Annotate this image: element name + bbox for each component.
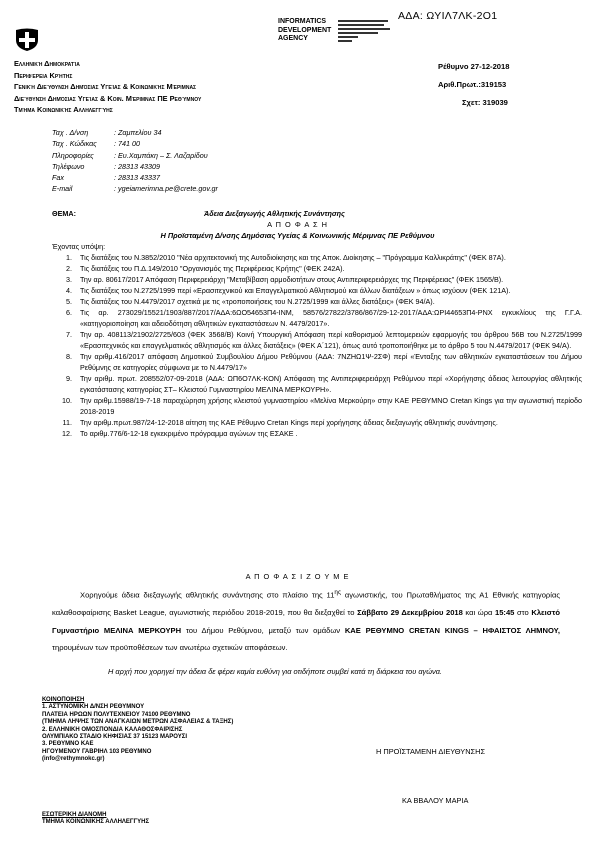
- ida-logo: [278, 18, 408, 56]
- document-date: Ρέθυμνο 27-12-2018: [438, 62, 510, 71]
- notification-line: (ΤΜΗΜΑ ΛΗΨΗΣ ΤΩΝ ΑΝΑΓΚΑΙΩΝ ΜΕΤΡΩΝ ΑΣΦΑΛΕΙΑΣ & ΤΑΞΗΣ): [42, 719, 234, 726]
- header-line: Διεύθυνση Δημόσιας Υγείας & Κοιν. Μέριμνας ΠΕ Ρεθύμνου: [14, 93, 202, 103]
- header-line: Περιφέρεια Κρήτης: [14, 70, 73, 80]
- list-item: 12. Το αριθμ.776/6-12-18 εγκεκριμένο πρόγραμμα αγώνων της ΕΣΑΚΕ .: [74, 428, 582, 439]
- logo-text: INFORMATICS DEVELOPMENT AGENCY: [278, 18, 332, 42]
- liability-note: Η αρχή που χορηγεί την άδεια δε φέρει καμία ευθύνη για οτιδήποτε συμβεί κατά τη διάρκεια του αγώνα.: [108, 667, 442, 676]
- decision-heading: Α Π Ο Φ Α Σ Η: [267, 220, 328, 229]
- match-time: 15:45: [494, 608, 515, 618]
- internal-distribution-title: ΕΣΩΤΕΡΙΚΗ ΔΙΑΝΟΜΗ: [42, 812, 107, 818]
- match-teams: ΚΑΕ ΡΕΘΥΜΝΟ CRETAN KINGS – ΗΦΑΙΣΤΟΣ ΛΗΜΝΟΥ,: [344, 625, 560, 635]
- list-item: 8. Την αριθμ.416/2017 απόφαση Δημοτικού Συμβουλίου Δήμου Ρεθύμνου (ΑΔΑ: 7ΝΖΗΩ1Ψ-2ΣΦ) περί «Ένταξης των αθλητικών εγκαταστάσεων του Δήμου Ρεθύμνης σε κατηγορίες σύμφωνα με το Ν.4479/17»: [74, 351, 582, 373]
- notification-line: 1. ΑΣΤΥΝΟΜΙΚΗ Δ/ΝΣΗ ΡΕΘΥΜΝΟΥ: [42, 704, 145, 711]
- match-venue: Κλειστό Γυμναστήριο ΜΕΛΙΝΑ ΜΕΡΚΟΥΡΗ: [52, 608, 560, 635]
- issuing-authority: Η Προϊσταμένη Δ/νσης Δημόσιας Υγείας & Κοινωνικής Μέριμνας ΠΕ Ρεθύμνου: [160, 231, 435, 240]
- notification-line: ΗΓΟΥΜΕΝΟΥ ΓΑΒΡΙΗΛ 103 ΡΕΘΥΜΝΟ: [42, 748, 152, 755]
- we-decide-heading: Α Π Ο Φ Α Σ Ι Ζ Ο Υ Μ Ε: [245, 572, 350, 581]
- related-number: Σχετ: 319039: [462, 98, 508, 107]
- list-item: 4. Τις διατάξεις του Ν.2725/1999 περί «Ερασιτεχνικού και Επαγγελματικού Αθλητισμού και άλλων διατάξεων » όπως ισχύουν (ΦΕΚ 121Α).: [74, 285, 582, 296]
- list-item: 3. Την αρ. 80617/2017 Απόφαση Περιφερειάρχη "Μεταβίβαση αρμοδιοτήτων στους Αντιπεριφερειάρχες της Περιφέρειας" (ΦΕΚ 1565/Β).: [74, 274, 582, 285]
- internal-distribution: [42, 812, 149, 827]
- notification-line: 2. ΕΛΛΗΝΙΚΗ ΟΜΟΣΠΟΝΔΙΑ ΚΑΛΑΘΟΣΦΑΙΡΙΣΗΣ: [42, 726, 183, 733]
- greek-emblem-icon: [14, 28, 40, 52]
- contact-row: Πληροφορίες : Ευ.Χαμπάκη – Σ. Λαζαρίδου: [52, 150, 208, 160]
- contact-row: Τηλέφωνο : 28313 43309: [52, 161, 160, 171]
- internal-distribution-line: ΤΜΗΜΑ ΚΟΙΝΩΝΙΚΗΣ ΑΛΛΗΛΕΓΓΥΗΣ: [42, 819, 150, 826]
- contact-block: [52, 127, 218, 195]
- contact-row: Ταχ . Κώδικας : 741 00: [52, 139, 140, 149]
- notification-line: 3. ΡΕΘΥΜΝΟ ΚΑΕ: [42, 741, 94, 748]
- decision-body: Χορηγούμε άδεια διεξαγωγής αθλητικής συνάντησης στο πλαίσιο της $11^{\eta\varsigma}$ αγωνιστικής, του Πρωταθλήματος της Α1 Εθνικής κατηγορίας καλαθοσφαίρισης Basket League, αγωνιστικής περιόδου 2018-2019, που θα διεξαχθεί το Σάββατο 29 Δεκεμβρίου 2018 και ώρα 15:45 στο Κλειστό Γυμναστήριο ΜΕΛΙΝΑ ΜΕΡΚΟΥΡΗ του Δήμου Ρεθύμνου, μεταξύ των ομάδων ΚΑΕ ΡΕΘΥΜΝΟ CRETAN KINGS – ΗΦΑΙΣΤΟΣ ΛΗΜΝΟΥ, τηρουμένων των προϋποθέσεων των ανωτέρω σχετικών αποφάσεων.: [52, 589, 560, 653]
- document-meta: [438, 58, 509, 112]
- subject-text: Άδεια Διεξαγωγής Αθλητικής Συνάντησης: [204, 209, 345, 218]
- notification-line: (info@rethymnokc.gr): [42, 756, 105, 763]
- list-item: 7. Την αρ. 408113/21902/2725/603 (ΦΕΚ 3568/Β) Κοινή Υπουργική Απόφαση περί καθορισμού λεπτομερειών εφαρμογής του άρθρου 56Β του Ν.2725/1999 «Ερασιτεχνικός και επαγγελματικός αθλητισμός και άλλες διατάξεις» (ΦΕΚ Α΄121), όπως αυτό τροποποιήθηκε με το άρθρο 5 του Ν.4479/2017 (ΦΕΚ 94/Α).: [74, 329, 582, 351]
- notification-line: ΟΛΥΜΠΙΑΚΟ ΣΤΑΔΙΟ ΚΗΦΙΣΙΑΣ 37 15123 ΜΑΡΟΥΣΙ: [42, 734, 188, 741]
- list-item: 11. Την αριθμ.πρωτ.987/24-12-2018 αίτηση της ΚΑΕ Ρέθυμνο Cretan Kings περί χορήγησης άδειας διεξαγωγής αθλητικής συνάντησης.: [74, 417, 582, 428]
- list-item: 2. Τις διατάξεις του Π.Δ.149/2010 "Οργανισμός της Περιφέρειας Κρήτης" (ΦΕΚ 242Α).: [74, 263, 582, 274]
- signer-name: ΚΑ ΒΒΑΛΟΥ ΜΑΡΙΑ: [402, 796, 469, 805]
- list-item: 10. Την αριθμ.15988/19-7-18 παραχώρηση χρήσης κλειστού γυμναστηρίου «Μελίνα Μερκούρη» στην ΚΑΕ ΡΕΘΥΜΝΟ Cretan Kings για την αγωνιστική περίοδο 2018-2019: [74, 395, 582, 417]
- subject-label: ΘΕΜΑ:: [52, 209, 76, 218]
- list-item: 5. Τις διατάξεις του Ν.4479/2017 σχετικά με τις «τροποποιήσεις του Ν.2725/1999 και άλλες διατάξεις» (ΦΕΚ 94/Α).: [74, 296, 582, 307]
- contact-row: Ταχ . Δ/νση : Ζαμπελίου 34: [52, 128, 162, 137]
- header-line: Γενική Διεύθυνση Δημόσιας Υγείας & Κοινωνικής Μέριμνας: [14, 82, 197, 91]
- contact-row: E-mail : ygeiamerimna.pe@crete.gov.gr: [52, 184, 218, 194]
- protocol-number: Αριθ.Πρωτ.:319153: [438, 80, 507, 89]
- considering-label: Έχοντας υπόψη:: [52, 242, 106, 251]
- director-title: Η ΠΡΟΪΣΤΑΜΕΝΗ ΔΙΕΥΘΥΝΣΗΣ: [376, 747, 486, 756]
- list-item: 1. Τις διατάξεις του Ν.3852/2010 "Νέα αρχιτεκτονική της Αυτοδιοίκησης και της Αποκ. Διοίκησης – "Πρόγραμμα Καλλικράτης" (ΦΕΚ 87Α).: [74, 252, 582, 263]
- header-line: Ελληνική Δημοκρατία: [14, 59, 80, 68]
- contact-row: Fax : 28313 43337: [52, 173, 160, 183]
- logo-decoration: [338, 20, 394, 44]
- list-item: 9. Την αριθμ. πρωτ. 208552/07-09-2018 (ΑΔΑ: ΩΠ6Ο7ΛΚ-ΚΟΝ) Απόφαση της Αντιπεριφερειάρχη Ρεθύμνου περί «Χορήγησης άδειας λειτουργίας αθλητικής εγκατάστασης κατηγορίας ΣΤ– Κλειστού Γυμναστηρίου ΜΕΛΙΝΑ ΜΕΡΚΟΥΡΗ».: [74, 373, 582, 395]
- considerations-list: [52, 252, 582, 439]
- notification-line: ΠΛΑΤΕΙΑ ΗΡΩΩΝ ΠΟΛΥΤΕΧΝΕΙΟΥ 74100 ΡΕΘΥΜΝΟ: [42, 711, 191, 718]
- issuer-header: [14, 58, 201, 116]
- header-line: Τμήμα Κοινωνικής Αλληλεγγύης: [14, 105, 113, 114]
- notification-list: [42, 697, 233, 764]
- ada-code: ΑΔΑ: ΩΥΙΛ7ΛΚ-2Ο1: [398, 10, 498, 22]
- notification-title: ΚΟΙΝΟΠΟΙΗΣΗ: [42, 697, 85, 703]
- list-item: 6. Τις αρ. 273029/15521/1903/887/2017/ΑΔΑ:6ΩΟ54653Π4-ΙΝΜ, 58576/27822/3786/867/29-12-2017/ΑΔΑ:ΩΡΙ44653Π4-ΡΝΧ εγκυκλίους της Γ.Γ.Α. «κατηγοριοποίηση και αδειοδότηση αθλητικών εγκαταστάσεων Ν. 4479/2017».: [74, 307, 582, 329]
- match-date: Σάββατο 29 Δεκεμβρίου 2018: [357, 608, 463, 618]
